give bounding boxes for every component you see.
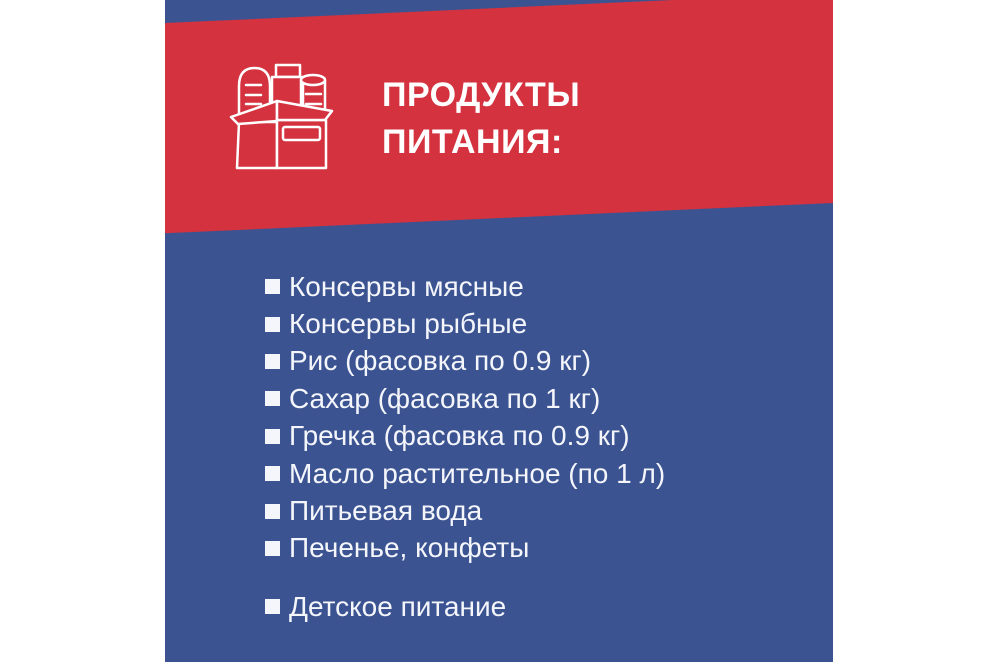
list-item [265, 268, 665, 305]
list-item-label: Гречка (фасовка по 0.9 кг) [289, 420, 630, 452]
list-item [265, 455, 665, 492]
list-item [265, 343, 665, 380]
food-box-icon [222, 58, 334, 170]
list-item-label: Детское питание [289, 590, 507, 622]
square-bullet-icon [265, 466, 280, 481]
can-top [301, 75, 325, 85]
list-item [265, 418, 665, 455]
list-item-label: Печенье, конфеты [289, 532, 530, 564]
list-item-label: Сахар (фасовка по 1 кг) [289, 382, 601, 414]
list-item-label: Рис (фасовка по 0.9 кг) [289, 345, 592, 377]
list-item [265, 492, 665, 529]
blue-panel [165, 0, 833, 662]
list-item [265, 380, 665, 417]
box-left-face [237, 122, 277, 168]
carton-lid [276, 65, 300, 77]
list-item-label: Консервы мясные [289, 270, 524, 302]
page-title-line2: ПИТАНИЯ: [382, 123, 563, 161]
list-item-label: Масло растительное (по 1 л) [289, 457, 666, 489]
list-item [265, 530, 665, 567]
list-item-label: Питьевая вода [289, 495, 483, 527]
square-bullet-icon [265, 429, 280, 444]
page-title [382, 72, 580, 166]
food-list [265, 268, 665, 567]
square-bullet-icon [265, 599, 280, 614]
square-bullet-icon [265, 279, 280, 294]
square-bullet-icon [265, 354, 280, 369]
list-item [265, 588, 506, 625]
square-bullet-icon [265, 317, 280, 332]
extra-food-list [265, 564, 506, 625]
list-item [265, 305, 665, 342]
page-title-line1: ПРОДУКТЫ [382, 76, 581, 114]
list-item-label: Консервы рыбные [289, 308, 528, 340]
square-bullet-icon [265, 541, 280, 556]
can-ridges [306, 94, 321, 104]
square-bullet-icon [265, 504, 280, 519]
square-bullet-icon [265, 391, 280, 406]
